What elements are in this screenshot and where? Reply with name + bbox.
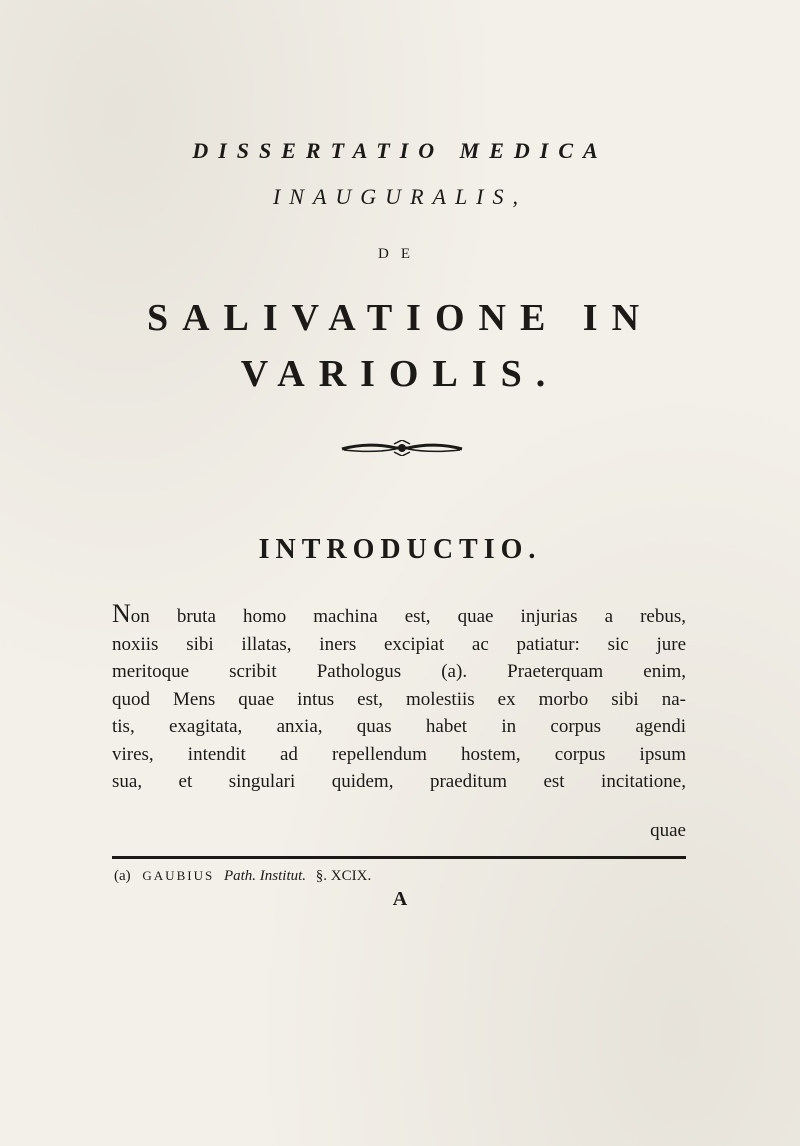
body-line: Non bruta homo machina est, quae injurias a rebus, [112, 599, 686, 628]
title-line-dissertatio-medica: DISSERTATIO MEDICA [192, 138, 608, 163]
body-line: tis, exagitata, anxia, quas habet in corpus agendi [112, 716, 686, 737]
footnote-rule [112, 856, 686, 859]
body-line: vires, intendit ad repellendum hostem, corpus ipsum [112, 743, 686, 765]
body-line: noxiis sibi illatas, iners excipiat ac patiatur: sic jure [112, 633, 686, 655]
title-line-variolis: VARIOLIS. [240, 353, 560, 395]
body-line: meritoque scribit Pathologus (a). Praeterquam enim, [112, 661, 686, 682]
footnote-author: GAUBIUS [142, 868, 215, 883]
footnote [114, 868, 371, 885]
section-heading: INTRODUCTIO. [258, 534, 542, 565]
title-line-de: DE [378, 246, 422, 262]
catchword: quae [650, 820, 686, 841]
title-line-inauguralis: INAUGURALIS, [272, 184, 528, 209]
body-line: quod Mens quae intus est, molestiis ex morbo sibi na- [112, 688, 686, 710]
footnote-ref: §. XCIX. [315, 868, 372, 884]
body-paragraph [112, 600, 686, 796]
signature-mark: A [392, 888, 408, 910]
body-line: sua, et singulari quidem, praeditum est incitatione, [112, 771, 686, 792]
title-line-salivatione: SALIVATIONE IN [146, 297, 654, 339]
ornament-divider-icon [340, 440, 464, 456]
footnote-mark: (a) [114, 868, 131, 884]
footnote-work: Path. Institut. [223, 868, 307, 884]
